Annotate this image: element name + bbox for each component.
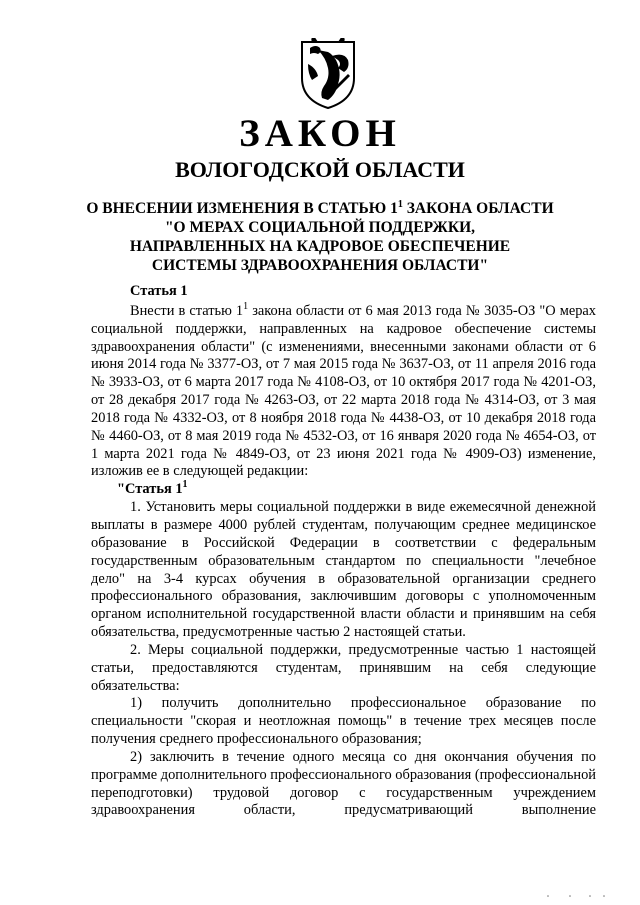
law-heading: ЗАКОН [239, 112, 401, 155]
subtitle-line [60, 199, 580, 218]
quoted-title-text: "Статья 1 [117, 481, 183, 498]
law-body [91, 283, 596, 820]
superscript: 1 [182, 479, 188, 491]
paragraph-obligation-2: 2) заключить в течение одного месяца со дня окончания обучения по программе дополнительного профессионального образования (профессиональной переподготовки) трудовой договор с государственным учреждением здравоохранения области, предусматривающий выполнение [91, 748, 596, 819]
article-intro-paragraph [91, 300, 596, 481]
superscript: 1 [397, 199, 403, 210]
paragraph-part-2: 2. Меры социальной поддержки, предусмотренные частью 1 настоящей статьи, предоставляются студентам, принявшим на себя следующие обязательства: [91, 641, 596, 694]
subtitle-line: НАПРАВЛЕННЫХ НА КАДРОВОЕ ОБЕСПЕЧЕНИЕ [129, 238, 511, 255]
paragraph-text: Внести в статью 1 [130, 302, 244, 319]
subtitle-line: СИСТЕМЫ ЗДРАВООХРАНЕНИЯ ОБЛАСТИ" [151, 257, 489, 274]
region-heading: ВОЛОГОДСКОЙ ОБЛАСТИ [175, 157, 465, 182]
subtitle-line: "О МЕРАХ СОЦИАЛЬНОЙ ПОДДЕРЖКИ, [164, 219, 476, 236]
paragraph-part-1: 1. Установить меры социальной поддержки в виде ежемесячной денежной выплаты в размере 4000 рублей студентам, получающим среднее медицинское образование в Российской Федерации в соответствии с федеральным государственным образовательным стандартом по специальности "лечебное дело" на 3-4 курсах обучения в образовательной организации среднего профессионального образования, заключившим договоры с уполномоченным органом исполнительной государственной власти области и принявшим на себя обязательства, предусмотренные частью 2 настоящей статьи. [91, 499, 596, 641]
paragraph-obligation-1: 1) получить дополнительно профессиональное образование по специальности "скорая и неотложная помощь" в течение трех месяцев после получения среднего профессионального образования; [91, 695, 596, 748]
paragraph-text: закона области от 6 мая 2013 года № 3035-ОЗ "О мерах социальной поддержки, направленных на кадровое обеспечение системы здравоохранения области" (с изменениями, внесенными законами области от 6 июня 2014 года № 3377-ОЗ, от 7 мая 2015 года № 3637-ОЗ, от 11 апреля 2016 года № 3933-ОЗ, от 6 марта 2017 года № 4108-ОЗ, от 10 октября 2017 года № 4201-ОЗ, от 28 декабря 2017 года № 4263-ОЗ, от 22 марта 2018 года № 4314-ОЗ, от 3 мая 2018 года № 4332-ОЗ, от 8 ноября 2018 года № 4438-ОЗ, от 10 декабря 2018 года № 4460-ОЗ, от 8 мая 2019 года № 4532-ОЗ, от 16 января 2020 года № 4654-ОЗ, от 1 марта 2021 года № 4849-ОЗ, от 23 июня 2021 года № 4909-ОЗ) изменение, изложив ее в следующей редакции: [91, 302, 596, 480]
subtitle-text: О ВНЕСЕНИИ ИЗМЕНЕНИЯ В СТАТЬЮ 1 [86, 200, 398, 217]
quoted-article-title [91, 481, 596, 499]
superscript: 1 [243, 300, 249, 312]
vologda-coat-of-arms-emblem [298, 38, 358, 110]
scan-artifact-dots [540, 893, 610, 899]
law-subtitle [60, 199, 580, 275]
subtitle-text: ЗАКОНА ОБЛАСТИ [402, 200, 554, 217]
article-title: Статья 1 [130, 283, 188, 299]
